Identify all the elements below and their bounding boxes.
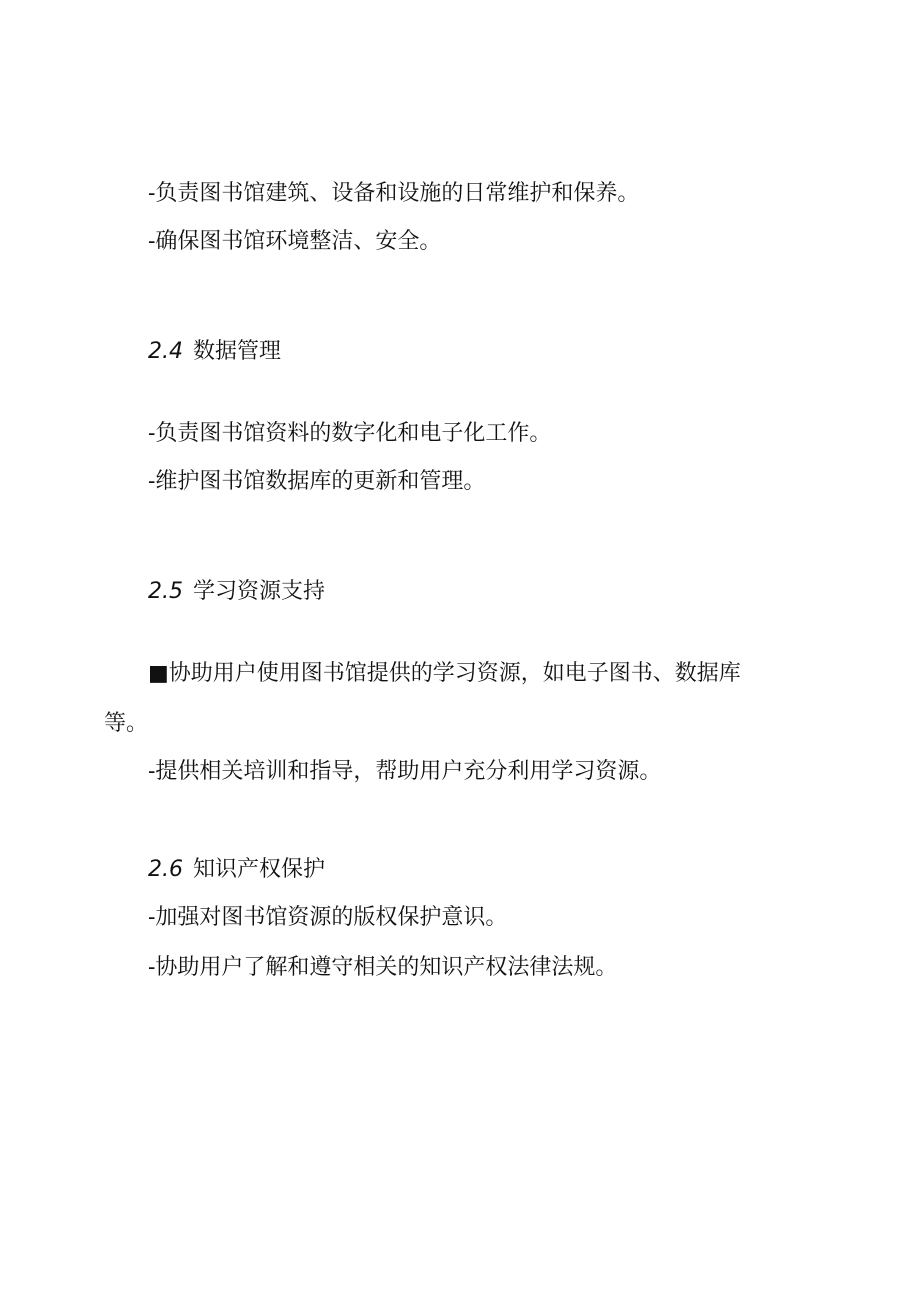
section-title: 知识产权保护 [193,857,326,882]
list-item-copyright: -加强对图书馆资源的版权保护意识。 [148,905,508,930]
section-heading-2-5 [148,578,325,606]
list-item-database: -维护图书馆数据库的更新和管理。 [148,469,486,494]
section-number: 2.6 [148,857,183,882]
section-title: 学习资源支持 [193,579,326,604]
section-heading-2-4 [148,338,281,366]
list-item-learning-resources-continued: 等。 [104,711,149,736]
section-title: 数据管理 [193,339,282,364]
list-item-training: -提供相关培训和指导，帮助用户充分利用学习资源。 [148,759,662,784]
list-item-digitization: -负责图书馆资料的数字化和电子化工作。 [148,421,552,446]
list-item-ip-law: -协助用户了解和遵守相关的知识产权法律法规。 [148,955,618,980]
list-item-learning-resources: ■协助用户使用图书馆提供的学习资源，如电子图书、数据库 [148,661,741,686]
section-number: 2.4 [148,339,183,364]
section-number: 2.5 [148,579,183,604]
section-heading-2-6 [148,856,325,884]
list-item-maintenance: -负责图书馆建筑、设备和设施的日常维护和保养。 [148,181,640,206]
list-item-environment: -确保图书馆环境整洁、安全。 [148,229,442,254]
